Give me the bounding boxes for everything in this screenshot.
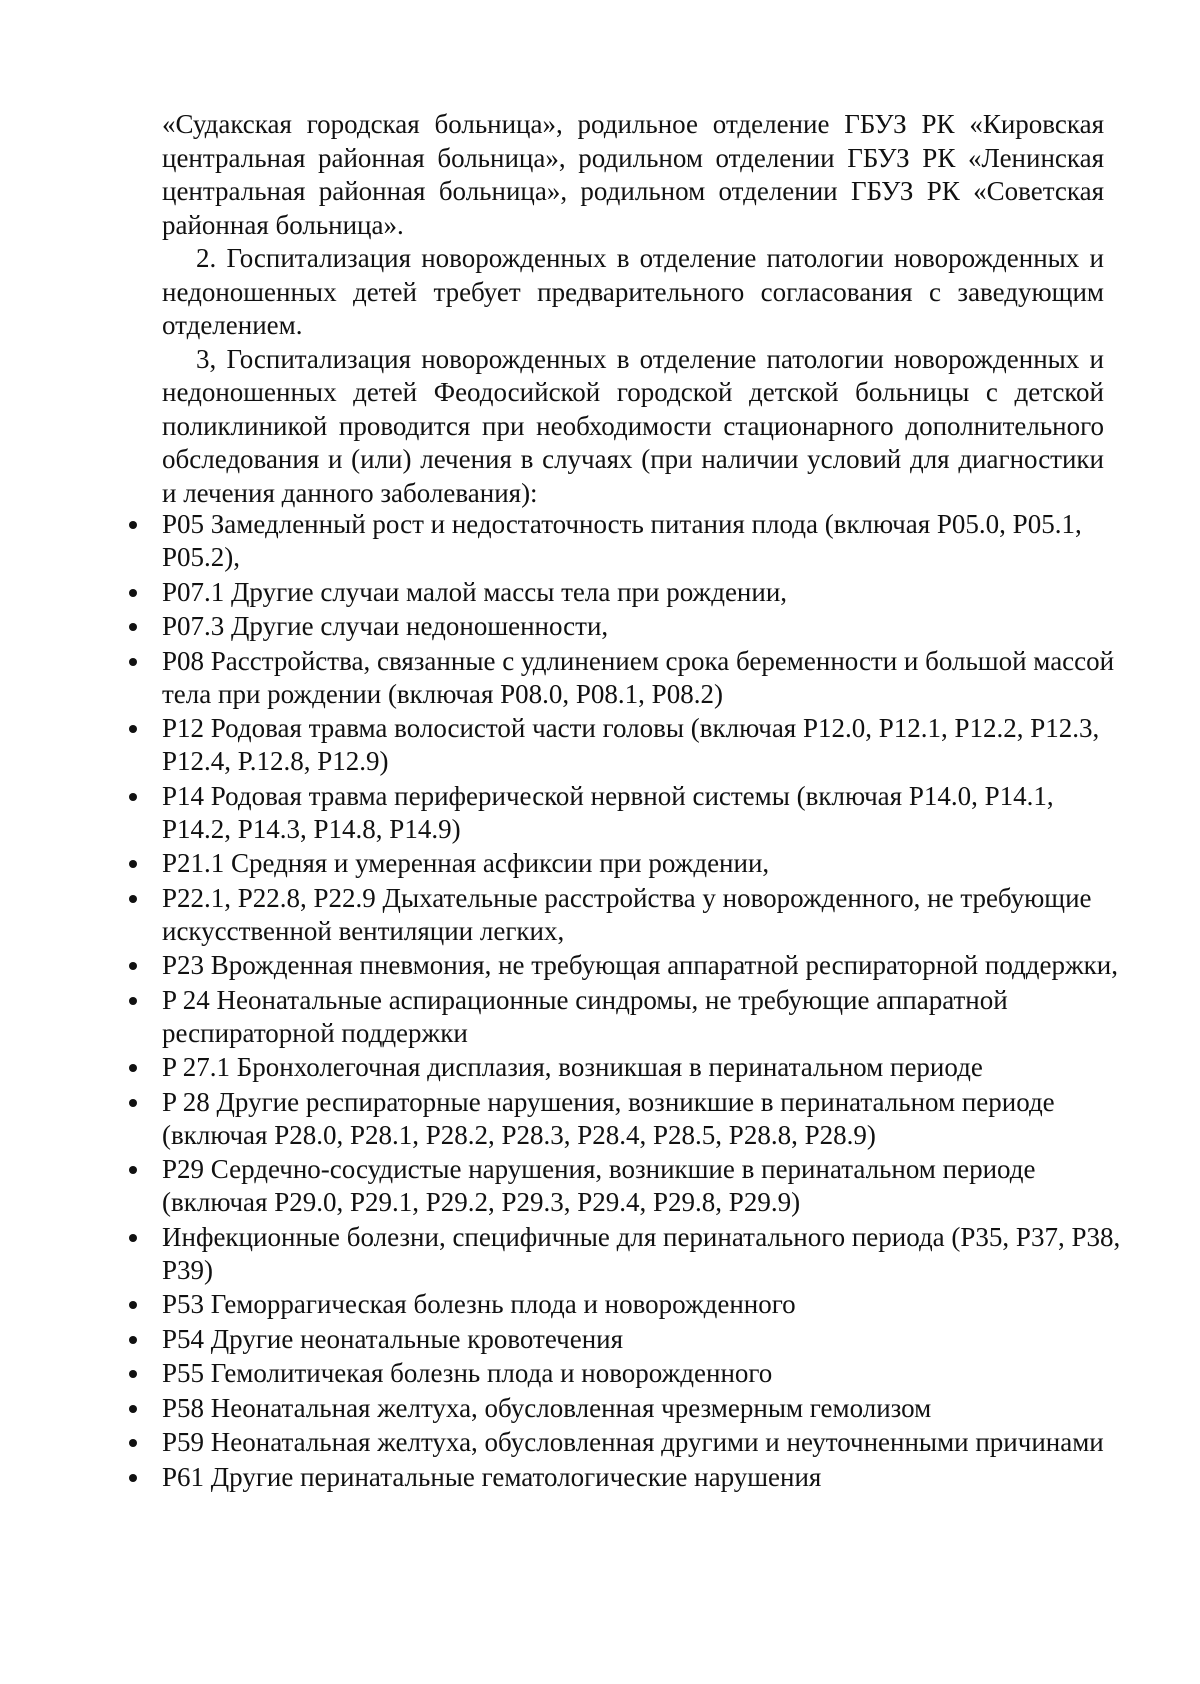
list-item-text: P12 Родовая травма волосистой части головы (включая P12.0, P12.1, P12.2, P12.3, P12.4, P.12.8, P12.9) (162, 713, 1100, 776)
list-item (162, 1357, 1122, 1390)
bullet-icon (129, 997, 137, 1005)
bullet-icon (129, 1301, 137, 1309)
bullet-icon (129, 1166, 137, 1174)
list-item-text: P14 Родовая травма периферической нервной системы (включая P14.0, P14.1, P14.2, P14.3, P14.8, P14.9) (162, 780, 1054, 844)
list-item-text: P22.1, P22.8, P22.9 Дыхательные расстройства у новорожденного, не требующие искусственной вентиляции легких, (162, 882, 1092, 946)
bullet-icon (129, 1474, 137, 1482)
list-item (162, 576, 1122, 609)
bullet-icon (129, 1099, 137, 1107)
list-item (162, 712, 1122, 778)
bullet-icon (129, 1439, 137, 1447)
bullet-icon (129, 962, 137, 970)
paragraph-2: 2. Госпитализация новорожденных в отделение патологии новорожденных и недоношенных детей требует предварительного согласования с заведующим отделением. (162, 243, 1104, 340)
list-item (162, 1392, 1122, 1425)
list-item (162, 1086, 1122, 1152)
list-item-text: P61 Другие перинатальные гематологические нарушения (162, 1461, 822, 1492)
list-item (162, 1221, 1122, 1287)
list-item (162, 1461, 1122, 1494)
list-item (162, 780, 1122, 846)
bullet-icon (129, 658, 137, 666)
list-item-text: P05 Замедленный рост и недостаточность питания плода (включая P05.0, P05.1, P05.2), (162, 509, 1082, 572)
bullet-icon (129, 793, 137, 801)
list-item-text: P07.1 Другие случаи малой массы тела при рождении, (162, 576, 788, 607)
list-item (162, 645, 1122, 711)
list-item-text: P23 Врожденная пневмония, не требующая аппаратной респираторной поддержки, (162, 950, 1118, 980)
list-item-text: P59 Неонатальная желтуха, обусловленная другими и неуточненными причинами (162, 1427, 1104, 1457)
bullet-icon (129, 1405, 137, 1413)
bullet-icon (129, 860, 137, 868)
bullet-icon (129, 1064, 137, 1072)
list-item (162, 1288, 1122, 1321)
diagnosis-list (162, 508, 1122, 1495)
list-item (162, 1426, 1122, 1459)
list-item (162, 508, 1122, 574)
list-item-text: Инфекционные болезни, специфичные для перинатального периода (P35, P37, P38, P39) (162, 1221, 1121, 1285)
document-body (162, 108, 1104, 510)
paragraph-3: 3, Госпитализация новорожденных в отделение патологии новорожденных и недоношенных детей Феодосийской городской детской больницы с детской поликлиникой проводится при необходимости стационарного дополнительного обследования и (или) лечения в случаях (при наличии условий для диагностики и лечения данного заболевания): (162, 343, 1104, 508)
list-item-text: P08 Расстройства, связанные с удлинением срока беременности и большой массой тела при рождении (включая P08.0, P08.1, P08.2) (162, 645, 1115, 709)
bullet-icon (129, 589, 137, 597)
list-item-text: P58 Неонатальная желтуха, обусловленная чрезмерным гемолизом (162, 1392, 932, 1423)
list-item (162, 882, 1122, 948)
bullet-icon (129, 1234, 137, 1242)
bullet-icon (129, 623, 137, 631)
bullet-icon (129, 521, 137, 529)
bullet-icon (129, 725, 137, 733)
list-item (162, 984, 1122, 1050)
list-item (162, 610, 1122, 643)
list-item-text: P 28 Другие респираторные нарушения, возникшие в перинатальном периоде (включая P28.0, P28.1, P28.2, P28.3, P28.4, P28.5, P28.8, P28.9) (162, 1086, 1055, 1150)
list-item-text: P 24 Неонатальные аспирационные синдромы, не требующие аппаратной респираторной поддержки (162, 984, 1008, 1048)
list-item-text: P55 Гемолитичекая болезнь плода и новорожденного (162, 1358, 773, 1388)
list-item-text: P07.3 Другие случаи недоношенности, (162, 611, 609, 641)
list-item-text: P53 Геморрагическая болезнь плода и новорожденного (162, 1289, 796, 1319)
list-item-text: P21.1 Средняя и умеренная асфиксии при рождении, (162, 848, 770, 878)
bullet-icon (129, 1336, 137, 1344)
list-item (162, 1051, 1122, 1084)
bullet-icon (129, 1370, 137, 1378)
list-item (162, 949, 1122, 982)
list-item-text: P 27.1 Бронхолегочная дисплазия, возникшая в перинатальном периоде (162, 1052, 983, 1082)
list-item (162, 1153, 1122, 1219)
intro-paragraph: «Судакская городская больница», родильное отделение ГБУЗ РК «Кировская центральная районная больница», родильном отделении ГБУЗ РК «Ленинская центральная районная больница», родильном отделении ГБУЗ РК «Советская районная больница». (162, 109, 1104, 240)
list-item (162, 847, 1122, 880)
bullet-icon (129, 895, 137, 903)
list-item (162, 1323, 1122, 1356)
list-item-text: P54 Другие неонатальные кровотечения (162, 1323, 624, 1354)
list-item-text: P29 Сердечно-сосудистые нарушения, возникшие в перинатальном периоде (включая P29.0, P29.1, P29.2, P29.3, P29.4, P29.8, P29.9) (162, 1154, 1036, 1217)
